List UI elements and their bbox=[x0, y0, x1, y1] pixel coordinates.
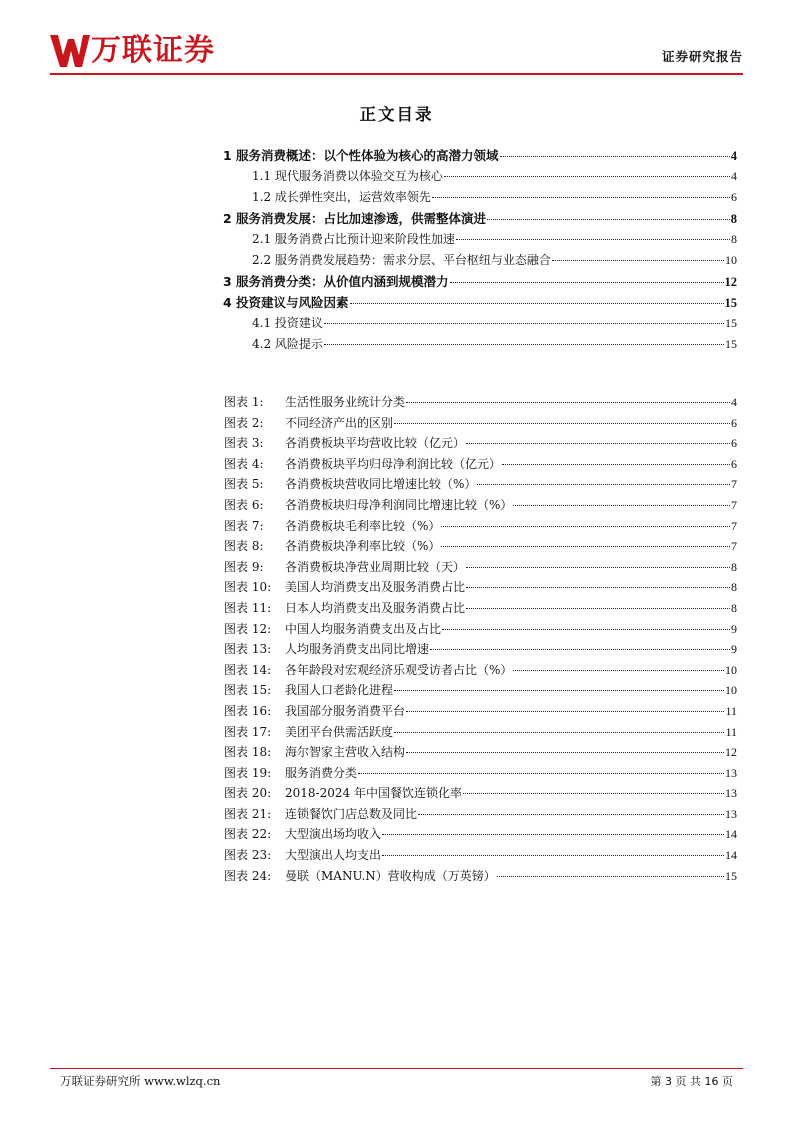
figure-list-entry[interactable] bbox=[224, 743, 737, 764]
figure-title: 大型演出场均收入 bbox=[285, 827, 382, 842]
toc-dot-leader bbox=[552, 260, 724, 261]
figure-dot-leader bbox=[466, 443, 730, 444]
toc-dot-leader bbox=[324, 344, 724, 345]
figure-list-entry[interactable] bbox=[224, 681, 737, 702]
figure-number: 图表 8: bbox=[224, 539, 264, 554]
figure-list-entry[interactable] bbox=[224, 825, 737, 846]
figure-dot-leader bbox=[466, 608, 730, 609]
toc-section-entry[interactable] bbox=[223, 272, 737, 293]
table-of-contents bbox=[223, 146, 737, 356]
figure-page: 10 bbox=[725, 683, 737, 698]
figure-list-entry[interactable] bbox=[224, 805, 737, 826]
figure-title: 各消费板块平均归母净利润比较（亿元） bbox=[285, 456, 502, 471]
toc-entry-label: 2.2 服务消费发展趋势：需求分层、平台枢纽与业态融合 bbox=[252, 253, 551, 267]
figure-dot-leader bbox=[382, 855, 724, 856]
figure-title: 各消费板块净营业周期比较（天） bbox=[285, 559, 466, 574]
figure-title: 人均服务消费支出同比增速 bbox=[285, 642, 430, 657]
report-type-label: 证券研究报告 bbox=[661, 49, 743, 64]
figure-dot-leader bbox=[394, 732, 724, 733]
figure-title: 2018-2024 年中国餐饮连锁化率 bbox=[285, 786, 462, 801]
toc-entry-label: 4.1 投资建议 bbox=[252, 316, 323, 330]
toc-dot-leader bbox=[487, 219, 730, 220]
figure-list-entry[interactable] bbox=[224, 517, 737, 538]
figure-list-entry[interactable] bbox=[224, 414, 737, 435]
figure-page: 7 bbox=[731, 539, 737, 554]
toc-entry-page: 15 bbox=[724, 296, 737, 310]
figure-title: 不同经济产出的区别 bbox=[285, 415, 394, 430]
figure-list-entry[interactable] bbox=[224, 393, 737, 414]
figure-number: 图表 24: bbox=[224, 868, 272, 883]
toc-dot-leader bbox=[500, 156, 730, 157]
toc-entry-page: 15 bbox=[725, 316, 737, 330]
toc-dot-leader bbox=[350, 303, 724, 304]
figure-list-entry[interactable] bbox=[224, 640, 737, 661]
toc-entry-page: 12 bbox=[724, 275, 737, 289]
figure-number: 图表 6: bbox=[224, 497, 264, 512]
figure-number: 图表 21: bbox=[224, 806, 272, 821]
figure-page: 13 bbox=[725, 786, 737, 801]
figure-dot-leader bbox=[441, 526, 730, 527]
toc-entry-page: 15 bbox=[725, 337, 737, 351]
figure-dot-leader bbox=[394, 690, 724, 691]
figure-list-entry[interactable] bbox=[224, 537, 737, 558]
figure-number: 图表 23: bbox=[224, 848, 272, 863]
toc-entry-page: 6 bbox=[731, 190, 737, 204]
figure-number: 图表 7: bbox=[224, 518, 264, 533]
figure-number: 图表 10: bbox=[224, 580, 272, 595]
figure-list-entry[interactable] bbox=[224, 434, 737, 455]
toc-dot-leader bbox=[432, 197, 730, 198]
figure-list-entry[interactable] bbox=[224, 661, 737, 682]
toc-entry-label: 3 服务消费分类：从价值内涵到规模潜力 bbox=[223, 274, 449, 289]
figure-title: 各消费板块平均营收比较（亿元） bbox=[285, 436, 466, 451]
header-divider bbox=[50, 73, 743, 75]
figure-page: 11 bbox=[725, 703, 737, 718]
figure-list-entry[interactable] bbox=[224, 620, 737, 641]
figure-list-entry[interactable] bbox=[224, 475, 737, 496]
figure-dot-leader bbox=[442, 629, 730, 630]
figure-number: 图表 14: bbox=[224, 662, 272, 677]
toc-dot-leader bbox=[324, 323, 724, 324]
figure-page: 15 bbox=[725, 868, 737, 883]
figure-title: 各年龄段对宏观经济乐观受访者占比（%） bbox=[285, 662, 513, 677]
figure-dot-leader bbox=[406, 402, 730, 403]
figure-number: 图表 20: bbox=[224, 786, 272, 801]
figure-number: 图表 2: bbox=[224, 415, 264, 430]
toc-entry-page: 8 bbox=[731, 232, 737, 246]
toc-subsection-entry[interactable] bbox=[223, 188, 737, 209]
figure-number: 图表 1: bbox=[224, 395, 264, 409]
figure-list-entry[interactable] bbox=[224, 455, 737, 476]
figure-title: 我国人口老龄化进程 bbox=[285, 683, 394, 698]
figure-dot-leader bbox=[394, 423, 730, 424]
figure-number: 图表 15: bbox=[224, 683, 272, 698]
figure-page: 13 bbox=[725, 765, 737, 780]
figure-dot-leader bbox=[406, 711, 724, 712]
figure-page: 6 bbox=[731, 456, 737, 471]
figure-list-entry[interactable] bbox=[224, 702, 737, 723]
figure-title: 各消费板块毛利率比较（%） bbox=[285, 518, 441, 533]
figure-number: 图表 3: bbox=[224, 436, 264, 451]
figure-title: 服务消费分类 bbox=[285, 765, 358, 780]
page-title: 正文目录 bbox=[359, 105, 434, 124]
figure-number: 图表 13: bbox=[224, 642, 272, 657]
brand-name: 万联证券 bbox=[91, 33, 215, 68]
page-header bbox=[50, 32, 743, 72]
figure-title: 中国人均服务消费支出及占比 bbox=[285, 621, 442, 636]
figure-title: 各消费板块归母净利润同比增速比较（%） bbox=[285, 497, 513, 512]
figure-page: 10 bbox=[725, 662, 737, 677]
figure-page: 7 bbox=[731, 497, 737, 512]
toc-section-entry[interactable] bbox=[223, 146, 737, 167]
toc-dot-leader bbox=[456, 239, 730, 240]
toc-entry-label: 4.2 风险提示 bbox=[252, 337, 323, 351]
toc-subsection-entry[interactable] bbox=[223, 335, 737, 356]
figure-dot-leader bbox=[513, 670, 724, 671]
figure-number: 图表 17: bbox=[224, 724, 272, 739]
figure-dot-leader bbox=[418, 814, 724, 815]
figure-number: 图表 11: bbox=[224, 600, 272, 615]
figure-title: 我国部分服务消费平台 bbox=[285, 703, 406, 718]
figure-page: 9 bbox=[731, 642, 737, 657]
figure-dot-leader bbox=[502, 464, 730, 465]
figure-title: 曼联（MANU.N）营收构成（万英镑） bbox=[285, 868, 496, 883]
figure-list-entry[interactable] bbox=[224, 578, 737, 599]
toc-section-entry[interactable] bbox=[223, 293, 737, 314]
figure-number: 图表 5: bbox=[224, 477, 264, 492]
figure-title: 大型演出人均支出 bbox=[285, 848, 382, 863]
figure-number: 图表 22: bbox=[224, 827, 272, 842]
toc-entry-page: 4 bbox=[731, 169, 737, 183]
figure-dot-leader bbox=[477, 484, 730, 485]
footer-divider bbox=[50, 1068, 743, 1069]
figure-list-entry[interactable] bbox=[224, 599, 737, 620]
figure-dot-leader bbox=[463, 793, 724, 794]
toc-dot-leader bbox=[450, 282, 724, 283]
footer-page-number: 第 3 页 共 16 页 bbox=[650, 1075, 733, 1088]
figure-dot-leader bbox=[466, 567, 730, 568]
figure-number: 图表 4: bbox=[224, 456, 264, 471]
wanlian-logo-icon bbox=[50, 33, 90, 69]
toc-entry-label: 4 投资建议与风险因素 bbox=[223, 295, 349, 310]
figure-page: 14 bbox=[725, 827, 737, 842]
figure-page: 6 bbox=[731, 415, 737, 430]
figure-list-entry[interactable] bbox=[224, 558, 737, 579]
list-of-figures bbox=[224, 393, 737, 887]
figure-page: 9 bbox=[731, 621, 737, 636]
figure-dot-leader bbox=[441, 546, 730, 547]
figure-list-entry[interactable] bbox=[224, 764, 737, 785]
toc-dot-leader bbox=[444, 176, 730, 177]
toc-entry-label: 1.2 成长弹性突出，运营效率领先 bbox=[252, 190, 431, 204]
figure-number: 图表 12: bbox=[224, 621, 272, 636]
toc-entry-page: 4 bbox=[730, 149, 737, 163]
toc-entry-label: 1 服务消费概述：以个性体验为核心的高潜力领域 bbox=[223, 148, 499, 163]
figure-page: 7 bbox=[731, 518, 737, 533]
figure-page: 13 bbox=[725, 806, 737, 821]
figure-page: 11 bbox=[725, 724, 737, 739]
figure-number: 图表 9: bbox=[224, 559, 264, 574]
figure-list-entry[interactable] bbox=[224, 784, 737, 805]
figure-dot-leader bbox=[358, 773, 724, 774]
figure-title: 各消费板块净利率比较（%） bbox=[285, 539, 441, 554]
figure-page: 12 bbox=[725, 745, 737, 760]
figure-page: 8 bbox=[731, 600, 737, 615]
figure-number: 图表 19: bbox=[224, 765, 272, 780]
footer-institute: 万联证券研究所 www.wlzq.cn bbox=[60, 1074, 221, 1088]
brand-logo bbox=[50, 32, 215, 70]
figure-page: 14 bbox=[725, 848, 737, 863]
figure-page: 8 bbox=[731, 580, 737, 595]
toc-subsection-entry[interactable] bbox=[223, 251, 737, 272]
toc-subsection-entry[interactable] bbox=[223, 314, 737, 335]
figure-page: 7 bbox=[731, 477, 737, 492]
figure-title: 连锁餐饮门店总数及同比 bbox=[285, 806, 418, 821]
figure-dot-leader bbox=[497, 876, 724, 877]
figure-title: 各消费板块营收同比增速比较（%） bbox=[285, 477, 477, 492]
figure-page: 6 bbox=[731, 436, 737, 451]
toc-subsection-entry[interactable] bbox=[223, 167, 737, 188]
figure-dot-leader bbox=[382, 834, 724, 835]
figure-dot-leader bbox=[466, 587, 730, 588]
figure-dot-leader bbox=[513, 505, 730, 506]
figure-list-entry[interactable] bbox=[224, 867, 737, 888]
figure-list-entry[interactable] bbox=[224, 496, 737, 517]
figure-list-entry[interactable] bbox=[224, 723, 737, 744]
figure-list-entry[interactable] bbox=[224, 846, 737, 867]
figure-page: 4 bbox=[731, 395, 737, 409]
toc-section-entry[interactable] bbox=[223, 209, 737, 230]
toc-entry-label: 2.1 服务消费占比预计迎来阶段性加速 bbox=[252, 232, 455, 246]
figure-title: 海尔智家主营收入结构 bbox=[285, 745, 406, 760]
toc-entry-page: 8 bbox=[730, 212, 737, 226]
figure-dot-leader bbox=[430, 649, 730, 650]
toc-subsection-entry[interactable] bbox=[223, 230, 737, 251]
figure-dot-leader bbox=[406, 752, 724, 753]
toc-entry-label: 1.1 现代服务消费以体验交互为核心 bbox=[252, 169, 443, 183]
figure-number: 图表 16: bbox=[224, 703, 272, 718]
toc-entry-label: 2 服务消费发展：占比加速渗透，供需整体演进 bbox=[223, 211, 487, 226]
figure-page: 8 bbox=[731, 559, 737, 574]
figure-title: 美团平台供需活跃度 bbox=[285, 724, 394, 739]
figure-title: 日本人均消费支出及服务消费占比 bbox=[285, 600, 466, 615]
figure-title: 美国人均消费支出及服务消费占比 bbox=[285, 580, 466, 595]
toc-entry-page: 10 bbox=[725, 253, 737, 267]
figure-title: 生活性服务业统计分类 bbox=[285, 395, 406, 409]
figure-number: 图表 18: bbox=[224, 745, 272, 760]
